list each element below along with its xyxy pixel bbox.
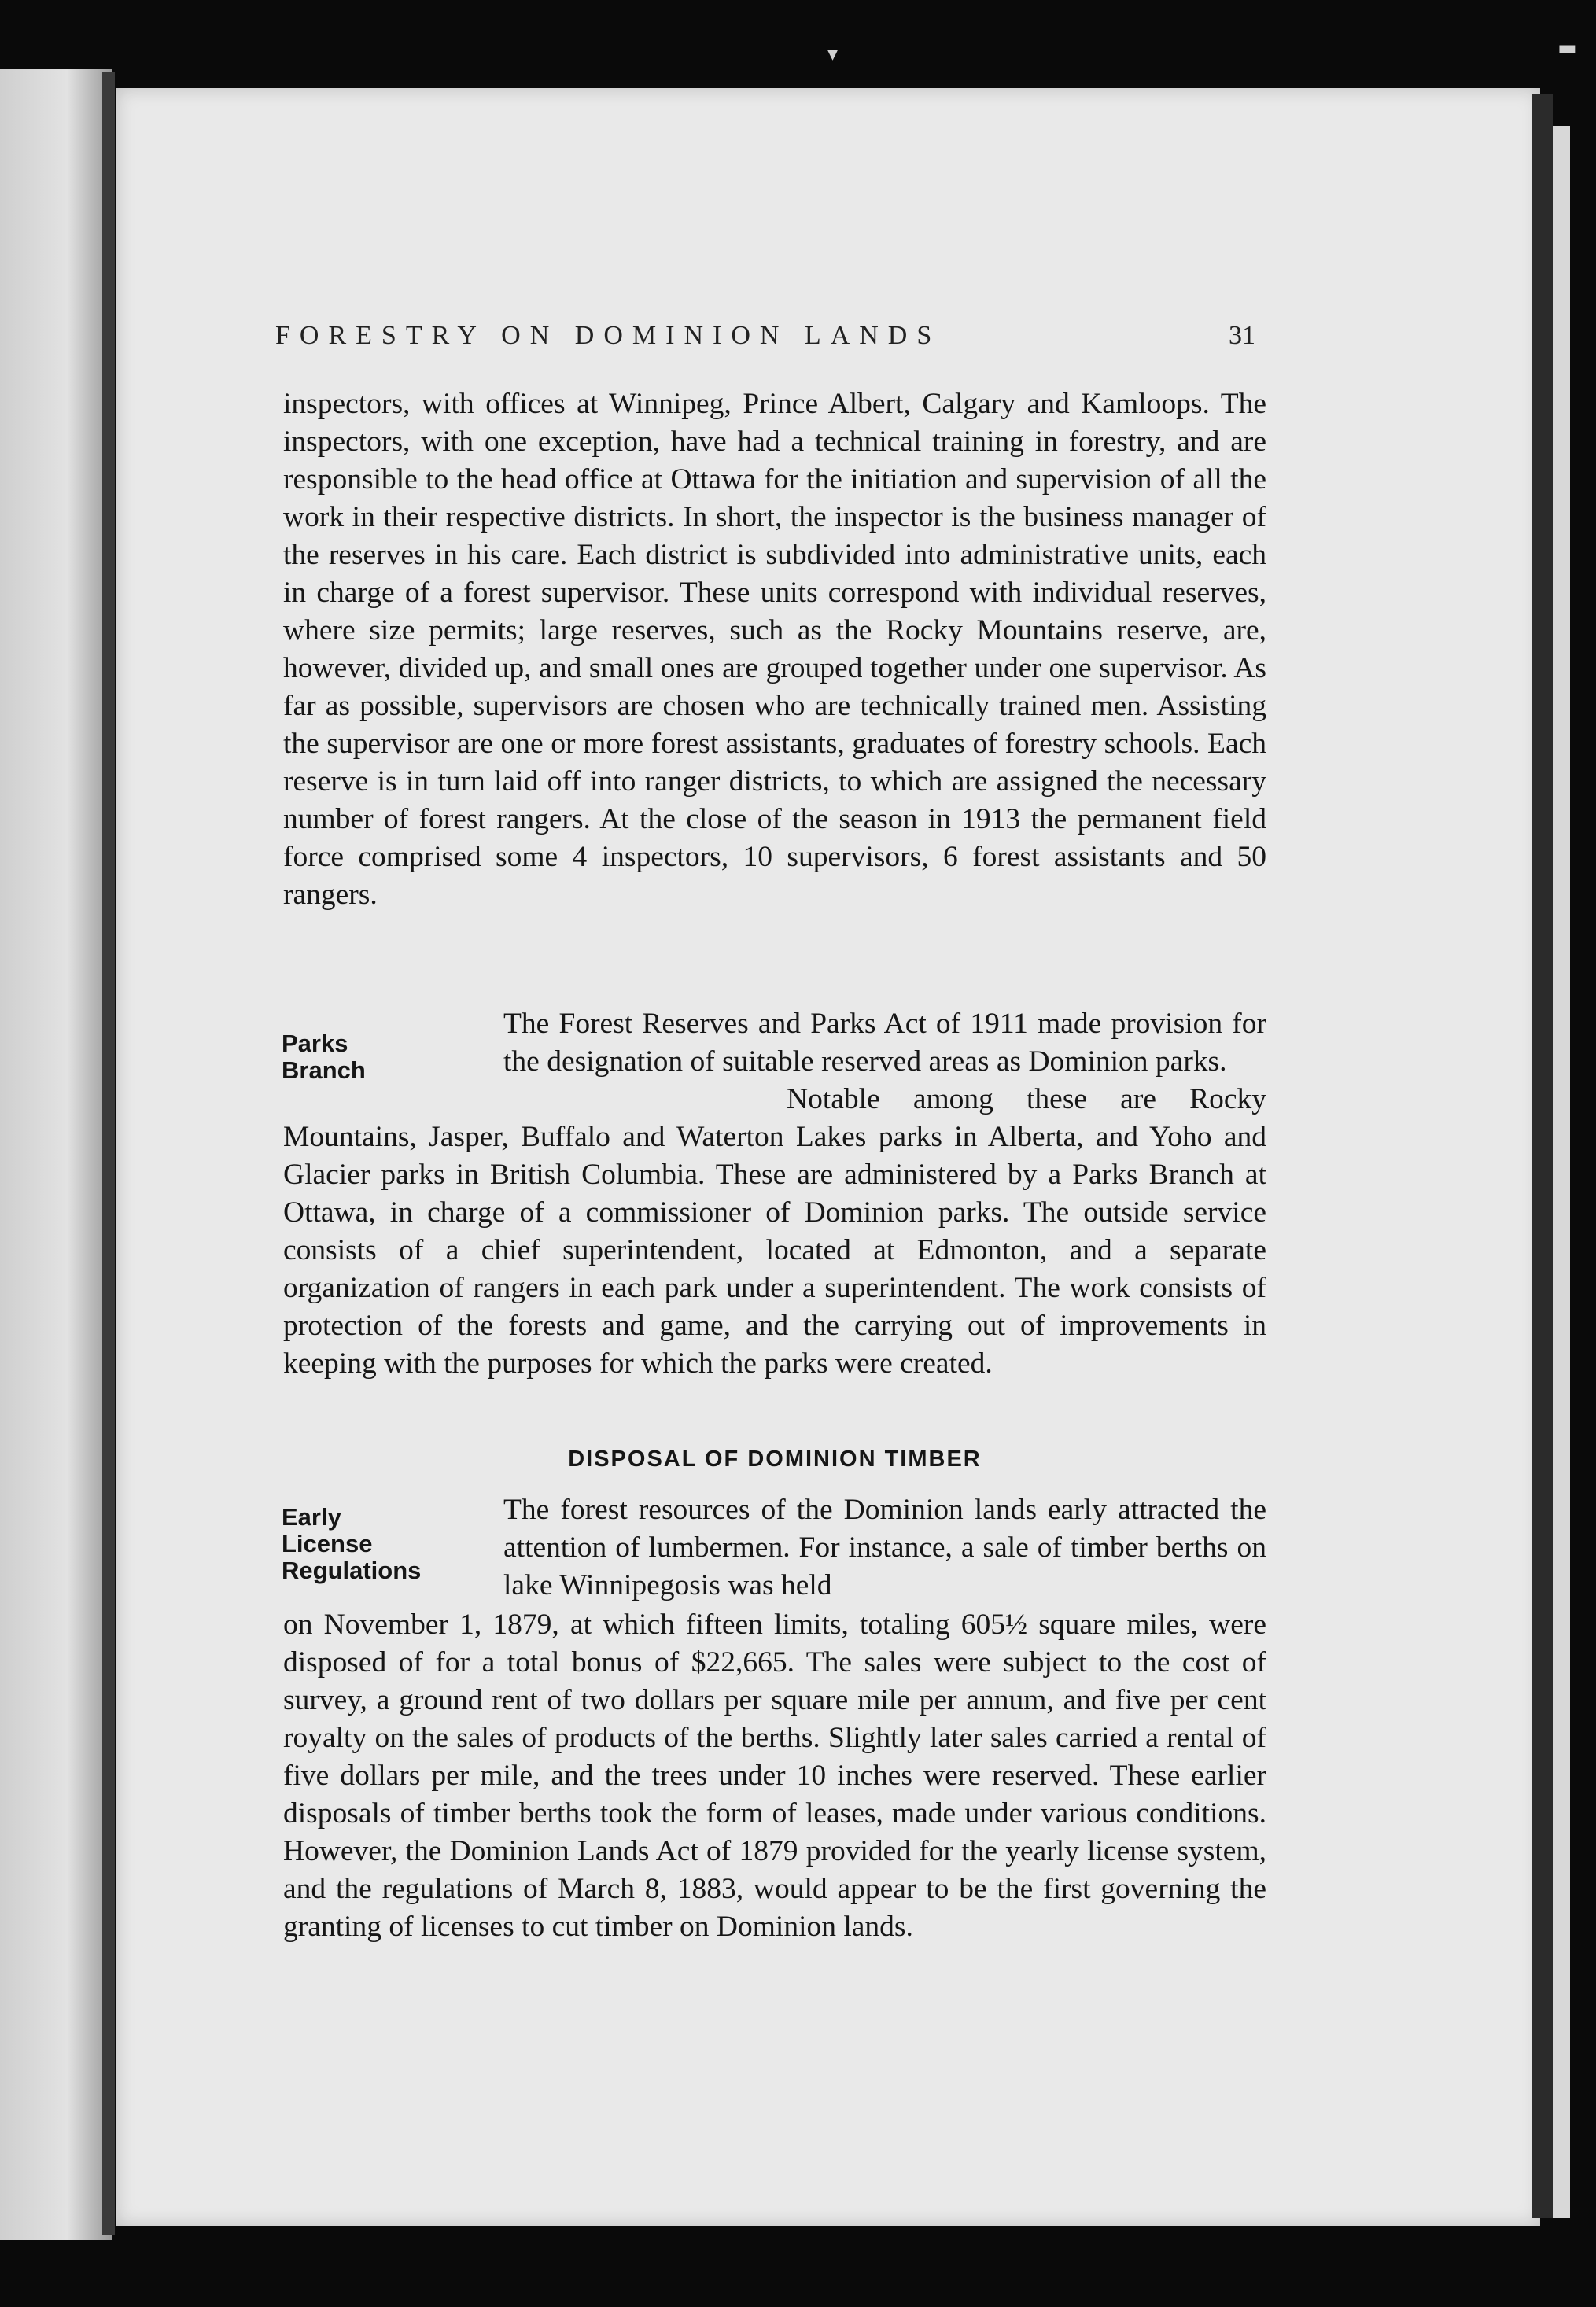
page-right-strip <box>1553 126 1570 2218</box>
side-head-line: Regulations <box>282 1557 422 1584</box>
side-head-parks-branch <box>282 1030 486 1084</box>
scan-artifact: ▾ <box>827 42 839 66</box>
paragraph-parks-intro: The Forest Reserves and Parks Act of 1911 made provision for the designation of suitable reserved areas as Dominion parks. <box>503 1008 1266 1078</box>
paragraph-inspectors: inspectors, with offices at Winnipeg, Prince Albert, Calgary and Kamloops. The inspectors, with one exception, have had a technical training in forestry, and are responsible to the head office at Ottawa for the initiation and supervision of all the work in their respective districts. In short, the inspector is the business manager of the reserves in his care. Each district is subdivided into administrative units, each in charge of a forest supervisor. These units correspond with individual reserves, where size permits; large reserves, such as the Rocky Mountains reserve, are, however, divided up, and small ones are grouped together under one supervisor. As far as possible, supervisors are chosen who are technically trained men. Assisting the supervisor are one or more forest assistants, graduates of forestry schools. Each reserve is in turn laid off into ranger districts, to which are assigned the necessary number of forest rangers. At the close of the season in 1913 the permanent field force comprised some 4 inspectors, 10 supervisors, 6 forest assistants and 50 rangers. <box>283 388 1266 911</box>
page-number: 31 <box>1229 321 1255 350</box>
paragraph-parks-rest: Notable among these are Rocky Mountains, Jasper, Buffalo and Waterton Lakes parks in Alberta, and Yoho and Glacier parks in British Columbia. These are administered by a Parks Branch at Ottawa, in charge of a commissioner of Dominion parks. The outside service consists of a chief superintendent, located at Edmonton, and a separate organization of rangers in each park under a superintendent. The work consists of protection of the forests and game, and the carrying out of improvements in keeping with the purposes for which the parks were created. <box>283 1083 1266 1380</box>
section-heading: DISPOSAL OF DOMINION TIMBER <box>568 1446 982 1472</box>
running-head-title: FORESTRY ON DOMINION LANDS <box>275 321 942 350</box>
paragraph-license-rest: on November 1, 1879, at which fifteen limits, totaling 605½ square miles, were disposed of for a total bonus of $22,665. The sales were subject to the cost of survey, a ground rent of two dollars per square mile per annum, and five per cent royalty on the sales of products of the berths. Slightly later sales carried a rental of five dollars per mile, and the trees under 10 inches were reserved. These earlier disposals of timber berths took the form of leases, made under various conditions. However, the Dominion Lands Act of 1879 provided for the yearly license system, and the regulations of March 8, 1883, would appear to be the first governing the granting of licenses to cut timber on Dominion lands. <box>283 1609 1266 1943</box>
scan-artifact-corner: ▬ <box>1557 36 1577 60</box>
side-head-line: Parks <box>282 1030 348 1057</box>
paragraph-license-intro: The forest resources of the Dominion lands early attracted the attention of lumbermen. For instance, a sale of timber berths on lake Winnipegosis was held <box>503 1494 1266 1601</box>
side-head-line: License <box>282 1530 373 1557</box>
side-head-line: Branch <box>282 1056 366 1084</box>
adjacent-page-edge <box>0 69 112 2240</box>
side-head-early-license <box>282 1504 486 1584</box>
side-head-line: Early <box>282 1503 341 1531</box>
page-gutter-shadow <box>102 72 115 2235</box>
page-right-shadow <box>1532 94 1553 2218</box>
